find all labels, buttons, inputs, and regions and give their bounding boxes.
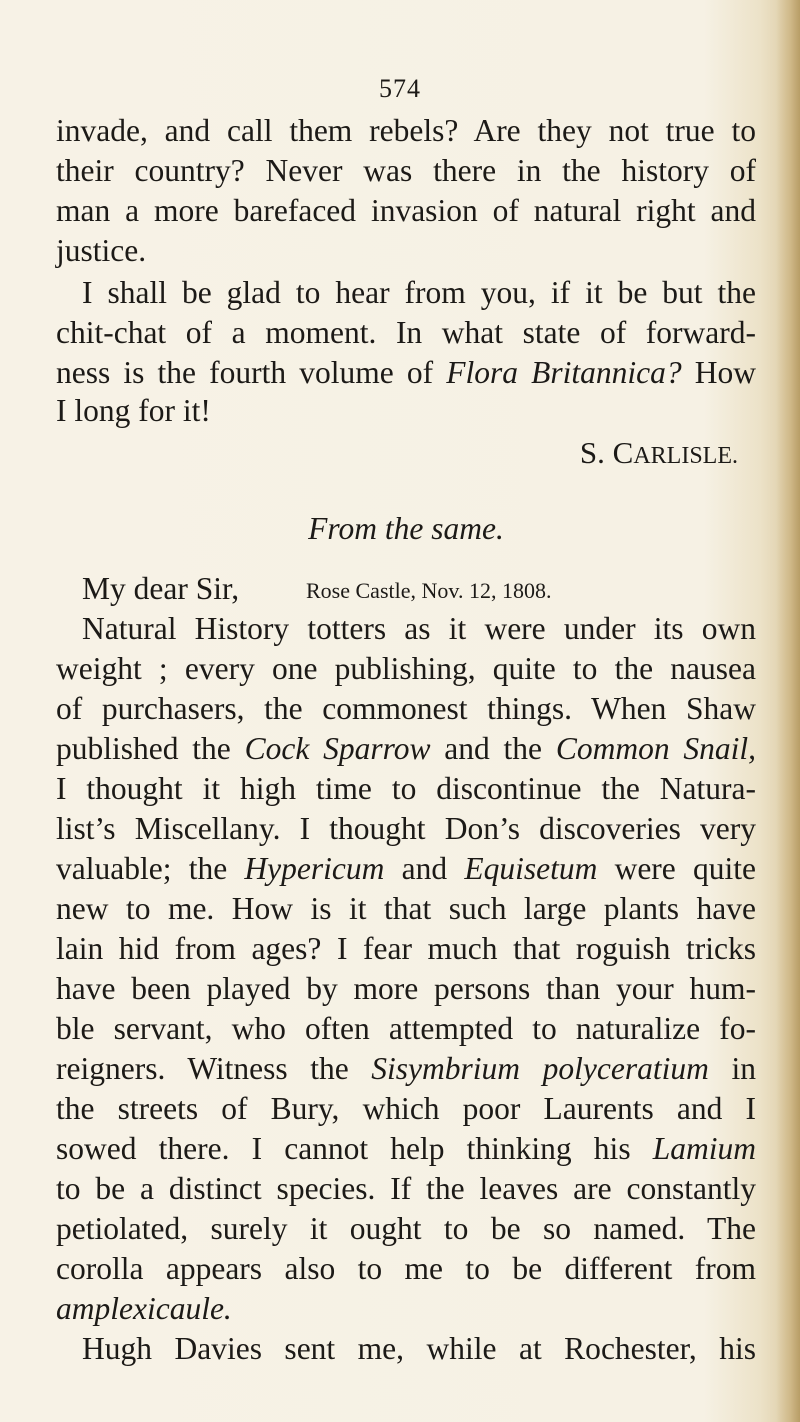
text-line: have been played by more persons than your hum- bbox=[56, 971, 756, 1006]
text-line: I shall be glad to hear from you, if it be but the bbox=[82, 275, 756, 310]
text-line: justice. bbox=[56, 233, 147, 268]
text-line: list’s Miscellany. I thought Don’s discoveries very bbox=[56, 811, 756, 846]
text-run: and bbox=[384, 851, 465, 886]
signature-initial: S. C bbox=[579, 435, 634, 470]
text-line: man a more barefaced invasion of natural right and bbox=[56, 193, 756, 228]
text-line bbox=[56, 850, 756, 888]
page-edge-shadow bbox=[776, 0, 800, 1422]
text-line bbox=[56, 1050, 756, 1088]
section-heading bbox=[56, 510, 756, 548]
text-line: chit-chat of a moment. In what state of forward- bbox=[56, 315, 756, 350]
text-line: lain hid from ages? I fear much that roguish tricks bbox=[56, 931, 756, 966]
text-line bbox=[56, 1130, 756, 1168]
text-line bbox=[56, 1290, 756, 1328]
text-run: How bbox=[681, 355, 756, 390]
species-sisymbrium: Sisymbrium polyceratium bbox=[371, 1051, 709, 1086]
text-line: weight ; every one publishing, quite to the nausea bbox=[56, 651, 756, 686]
species-equisetum: Equisetum bbox=[464, 851, 598, 886]
species-hypericum: Hypericum bbox=[244, 851, 385, 886]
text-run: published the bbox=[56, 731, 245, 766]
signature-rest: ARLISLE. bbox=[633, 443, 738, 469]
species-amplexicaule: amplexicaule. bbox=[56, 1291, 232, 1326]
text-run: ness is the fourth volume of bbox=[56, 355, 447, 390]
book-title-cock-sparrow: Cock Sparrow bbox=[244, 731, 431, 766]
text-run: in bbox=[708, 1051, 756, 1086]
text-run: sowed there. I cannot help thinking his bbox=[56, 1131, 653, 1166]
text-line: their country? Never was there in the history of bbox=[56, 153, 756, 188]
signature bbox=[56, 434, 738, 472]
text-line: petiolated, surely it ought to be so named. The bbox=[56, 1211, 756, 1246]
text-line: new to me. How is it that such large plants have bbox=[56, 891, 756, 926]
text-line bbox=[56, 354, 756, 392]
text-line: to be a distinct species. If the leaves are constantly bbox=[56, 1171, 756, 1206]
text-run: and the bbox=[430, 731, 556, 766]
text-line: corolla appears also to me to be different from bbox=[56, 1251, 756, 1286]
dateline: Rose Castle, Nov. 12, 1808. bbox=[306, 578, 552, 603]
section-heading-text: From the same. bbox=[308, 511, 504, 546]
book-title-flora-britannica: Flora Britannica? bbox=[446, 355, 682, 390]
text-line: invade, and call them rebels? Are they not true to bbox=[56, 113, 756, 148]
page-number: 574 bbox=[379, 74, 421, 103]
text-line: of purchasers, the commonest things. When Shaw bbox=[56, 691, 756, 726]
salutation-line bbox=[82, 570, 756, 608]
text-run: were quite bbox=[597, 851, 756, 886]
salutation: My dear Sir, bbox=[82, 571, 240, 606]
text-line: ble servant, who often attempted to naturalize fo- bbox=[56, 1011, 756, 1046]
text-run: reigners. Witness the bbox=[56, 1051, 372, 1086]
text-line: the streets of Bury, which poor Laurents and I bbox=[56, 1091, 756, 1126]
text-line: Natural History totters as it were under its own bbox=[82, 611, 756, 646]
text-run: valuable; the bbox=[56, 851, 245, 886]
book-title-common-snail: Common Snail, bbox=[555, 731, 757, 766]
text-line bbox=[56, 730, 756, 768]
text-line: I long for it! bbox=[56, 393, 211, 428]
text-line: Hugh Davies sent me, while at Rochester, his bbox=[82, 1331, 756, 1366]
species-lamium: Lamium bbox=[652, 1131, 756, 1166]
text-line: I thought it high time to discontinue the Natura- bbox=[56, 771, 756, 806]
